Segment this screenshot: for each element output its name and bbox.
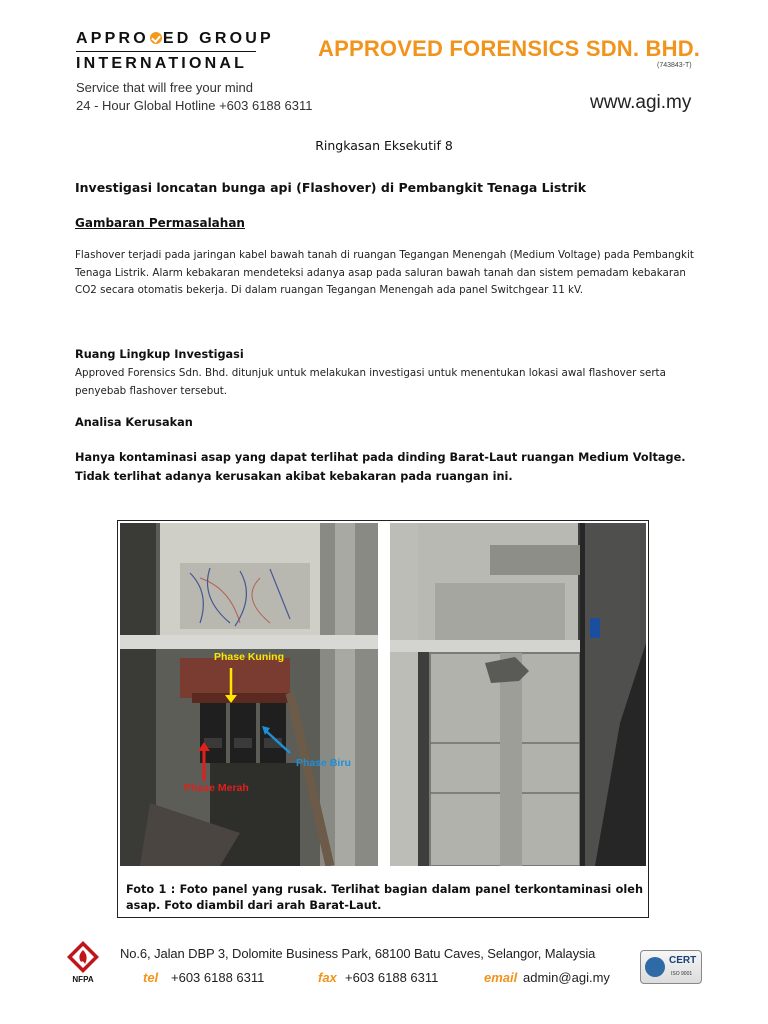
arrow-yellow-head — [225, 695, 237, 703]
label-phase-yellow: Phase Kuning — [214, 651, 285, 663]
company-name: APPROVED FORENSICS SDN. BHD. — [318, 36, 701, 61]
section-heading-scope: Ruang Lingkup Investigasi — [75, 348, 244, 361]
overview-paragraph: Flashover terjadi pada jaringan kabel bawah tanah di ruangan Tegangan Menengah (Medium Voltage) pada Pembangkit Tenaga Listrik. Alarm kebakaran mendeteksi adanya asap pada saluran bawah tanah dan sistem pemadam kebakaran CO2 secara otomatis bekerja. Di dalam ruangan Tegangan Menengah ada panel Switchgear 11 kV. — [75, 249, 694, 296]
tagline: Service that will free your mind — [76, 80, 254, 95]
email-label: email — [484, 970, 518, 985]
phase-arrows-overlay — [120, 523, 378, 866]
section-heading-analysis: Analisa Kerusakan — [75, 416, 193, 429]
website-link[interactable]: www.agi.my — [590, 92, 692, 113]
email-link[interactable]: admin@agi.my — [523, 970, 610, 985]
photo-panel-exterior — [390, 523, 646, 866]
label-phase-blue: Phase Biru — [296, 757, 351, 769]
agi-logo-line1: APPRO ED GROUP — [76, 30, 274, 47]
agi-logo-line2: INTERNATIONAL — [76, 55, 248, 72]
checkmark-icon — [150, 32, 162, 44]
tel-label: tel — [143, 970, 159, 985]
scope-paragraph: Approved Forensics Sdn. Bhd. ditunjuk untuk melakukan investigasi untuk menentukan lokasi awal flashover serta penyebab flashover tersebut. — [75, 367, 666, 397]
agi-logo — [76, 30, 274, 73]
arrow-blue — [266, 731, 290, 753]
hotline: 24 - Hour Global Hotline +603 6188 6311 — [76, 98, 313, 113]
analysis-paragraph: Hanya kontaminasi asap yang dapat terlihat pada dinding Barat-Laut ruangan Medium Voltage. Tidak terlihat adanya kerusakan akibat kebakaran pada ruangan ini. — [75, 451, 686, 483]
document-title: Ringkasan Eksekutif 8 — [315, 138, 453, 153]
fax-label: fax — [318, 970, 337, 985]
registration-number: (743843-T) — [657, 62, 692, 69]
photo-damaged-panel-interior — [120, 523, 378, 866]
nfpa-logo — [66, 940, 100, 990]
panel-exterior-illustration — [390, 523, 646, 866]
tel-number[interactable]: +603 6188 6311 — [171, 970, 265, 985]
main-heading: Investigasi loncatan bunga api (Flashover) di Pembangkit Tenaga Listrik — [75, 180, 587, 195]
cert-badge — [640, 950, 702, 984]
cert-sublabel: ISO 9001 — [671, 971, 693, 977]
label-phase-red: Phase Merah — [184, 782, 249, 794]
footer-address: No.6, Jalan DBP 3, Dolomite Business Park, 68100 Batu Caves, Selangor, Malaysia — [120, 946, 596, 961]
section-heading-overview: Gambaran Permasalahan — [75, 216, 245, 230]
figure-caption: Foto 1 : Foto panel yang rusak. Terlihat bagian dalam panel terkontaminasi oleh asap. Foto diambil dari arah Barat-Laut. — [126, 883, 643, 912]
cert-label: CERT — [669, 955, 697, 966]
fax-number: +603 6188 6311 — [345, 970, 439, 985]
cert-icon — [645, 957, 665, 977]
logo-divider — [76, 51, 256, 52]
arrow-red-head — [198, 742, 210, 751]
nfpa-label: NFPA — [72, 975, 94, 984]
